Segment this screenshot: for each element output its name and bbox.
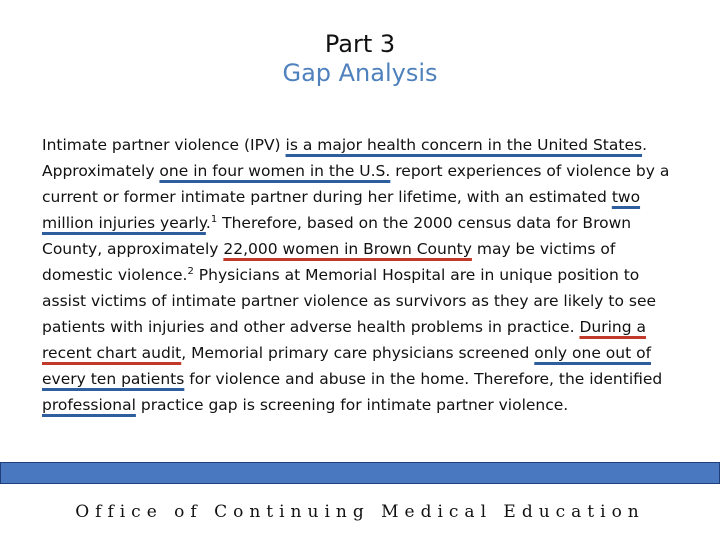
- footnote-ref-1: 1: [210, 214, 218, 225]
- text-segment: may be victims of domestic violence.: [42, 240, 616, 284]
- underlined-phrase-health-concern: is a major health concern in the United States: [285, 136, 643, 154]
- underlined-phrase-professional: professional: [42, 396, 136, 414]
- text-segment: , Memorial primary care physicians screened: [181, 344, 535, 362]
- body-paragraph: [42, 132, 682, 418]
- footer-bar: [0, 462, 720, 484]
- text-segment: practice gap is screening for intimate partner violence.: [135, 396, 569, 414]
- slide-title: [0, 30, 720, 88]
- text-segment: . Approximately: [42, 136, 647, 180]
- text-segment: for violence and abuse in the home. Therefore, the identified: [184, 370, 663, 388]
- text-segment: Physicians at Memorial Hospital are in unique position to assist victims of intimate partner violence as survivors as they are likely to see patients with injuries and other adverse health problems in practice.: [42, 266, 657, 336]
- footnote-ref-2: 2: [187, 266, 194, 277]
- gap-analysis-heading: Gap Analysis: [282, 58, 438, 87]
- underlined-phrase-one-in-four: one in four women in the U.S.: [159, 162, 391, 180]
- underlined-phrase-chart-audit: During a recent chart audit: [42, 318, 646, 362]
- text-segment: report experiences of violence by a current or former intimate partner during her lifetime, with an estimated: [42, 162, 670, 206]
- underlined-phrase-22000-women: 22,000 women in Brown County: [223, 240, 472, 258]
- underlined-phrase-two-million: two million injuries yearly: [42, 188, 641, 232]
- text-segment: Intimate partner violence (IPV): [42, 136, 286, 154]
- text-segment: .: [205, 214, 211, 232]
- underlined-phrase-one-out-of-ten: only one out of every ten patients: [42, 344, 652, 388]
- footer-office-name: Office of Continuing Medical Education: [75, 502, 645, 522]
- text-segment: Therefore, based on the 2000 census data for Brown County, approximately: [42, 214, 632, 258]
- part-heading: Part 3: [324, 30, 396, 58]
